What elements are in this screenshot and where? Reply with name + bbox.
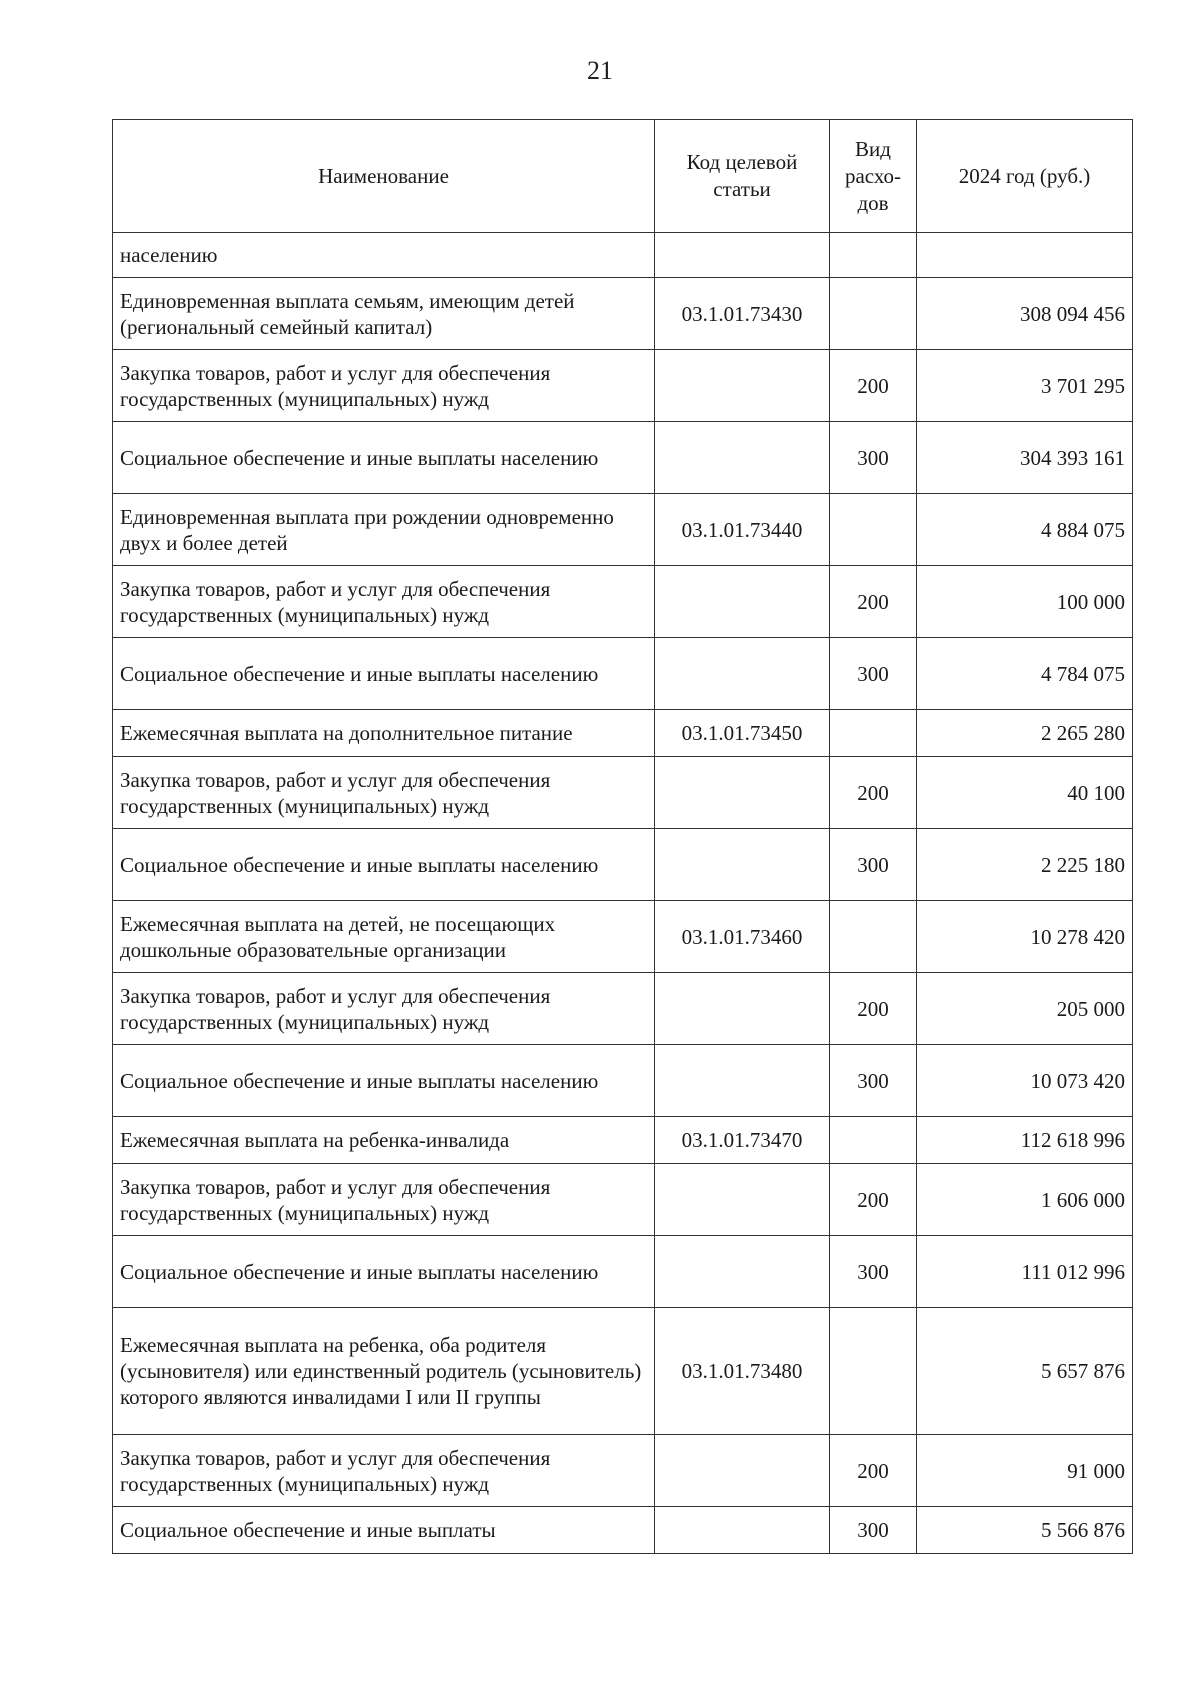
- row-code: [655, 1435, 830, 1507]
- row-name: Социальное обеспечение и иные выплаты населению: [113, 1236, 655, 1308]
- table-row: [113, 494, 1133, 566]
- table-row: [113, 757, 1133, 829]
- row-sum: 111 012 996: [917, 1236, 1133, 1308]
- row-name: населению: [113, 233, 655, 278]
- row-sum: 5 657 876: [917, 1308, 1133, 1435]
- table-row: [113, 638, 1133, 710]
- row-sum: 3 701 295: [917, 350, 1133, 422]
- row-sum: 112 618 996: [917, 1117, 1133, 1164]
- row-code: [655, 350, 830, 422]
- row-code: 03.1.01.73440: [655, 494, 830, 566]
- row-code: [655, 757, 830, 829]
- table-row: [113, 1045, 1133, 1117]
- row-sum: 40 100: [917, 757, 1133, 829]
- row-sum: 5 566 876: [917, 1507, 1133, 1554]
- table-row: [113, 829, 1133, 901]
- row-kind: [830, 710, 917, 757]
- row-name: Закупка товаров, работ и услуг для обеспечения государственных (муниципальных) нужд: [113, 973, 655, 1045]
- table-row: [113, 278, 1133, 350]
- row-name: Закупка товаров, работ и услуг для обеспечения государственных (муниципальных) нужд: [113, 566, 655, 638]
- row-sum: 10 278 420: [917, 901, 1133, 973]
- row-sum: 308 094 456: [917, 278, 1133, 350]
- page-number: 21: [587, 56, 613, 85]
- header-kind: Вид расхо-дов: [830, 120, 917, 233]
- row-kind: [830, 1308, 917, 1435]
- row-code: [655, 973, 830, 1045]
- row-code: 03.1.01.73460: [655, 901, 830, 973]
- table-row: [113, 1117, 1133, 1164]
- row-name: Единовременная выплата семьям, имеющим детей (региональный семейный капитал): [113, 278, 655, 350]
- row-sum: 2 265 280: [917, 710, 1133, 757]
- row-kind: 200: [830, 757, 917, 829]
- row-name: Единовременная выплата при рождении одновременно двух и более детей: [113, 494, 655, 566]
- row-sum: 304 393 161: [917, 422, 1133, 494]
- table-row: [113, 973, 1133, 1045]
- table-row: [113, 1164, 1133, 1236]
- row-kind: 300: [830, 829, 917, 901]
- row-code: 03.1.01.73470: [655, 1117, 830, 1164]
- row-kind: 300: [830, 1236, 917, 1308]
- row-name: Социальное обеспечение и иные выплаты населению: [113, 1045, 655, 1117]
- row-code: [655, 566, 830, 638]
- table-row: [113, 1435, 1133, 1507]
- row-name: Социальное обеспечение и иные выплаты населению: [113, 829, 655, 901]
- row-sum: 100 000: [917, 566, 1133, 638]
- row-sum: 10 073 420: [917, 1045, 1133, 1117]
- row-sum: 91 000: [917, 1435, 1133, 1507]
- row-sum: 2 225 180: [917, 829, 1133, 901]
- row-name: Социальное обеспечение и иные выплаты: [113, 1507, 655, 1554]
- row-sum: 4 784 075: [917, 638, 1133, 710]
- header-name: Наименование: [113, 120, 655, 233]
- table-row: [113, 422, 1133, 494]
- row-code: 03.1.01.73480: [655, 1308, 830, 1435]
- row-name: Социальное обеспечение и иные выплаты населению: [113, 422, 655, 494]
- row-code: [655, 422, 830, 494]
- row-sum: 4 884 075: [917, 494, 1133, 566]
- row-kind: 200: [830, 1164, 917, 1236]
- table-row: [113, 1507, 1133, 1554]
- row-kind: 200: [830, 1435, 917, 1507]
- row-name: Социальное обеспечение и иные выплаты населению: [113, 638, 655, 710]
- row-kind: [830, 278, 917, 350]
- row-kind: 200: [830, 973, 917, 1045]
- row-sum: [917, 233, 1133, 278]
- row-kind: 200: [830, 566, 917, 638]
- table-row: [113, 233, 1133, 278]
- row-code: [655, 638, 830, 710]
- row-name: Закупка товаров, работ и услуг для обеспечения государственных (муниципальных) нужд: [113, 757, 655, 829]
- row-kind: 300: [830, 422, 917, 494]
- table-header-row: [113, 120, 1133, 233]
- row-code: 03.1.01.73450: [655, 710, 830, 757]
- table-row: [113, 566, 1133, 638]
- row-kind: 300: [830, 638, 917, 710]
- row-name: Закупка товаров, работ и услуг для обеспечения государственных (муниципальных) нужд: [113, 1164, 655, 1236]
- row-code: [655, 1507, 830, 1554]
- row-name: Ежемесячная выплата на ребенка, оба родителя (усыновителя) или единственный родитель (усыновитель) которого являются инвалидами I или II группы: [113, 1308, 655, 1435]
- row-name: Ежемесячная выплата на детей, не посещающих дошкольные образовательные организации: [113, 901, 655, 973]
- row-code: [655, 1236, 830, 1308]
- row-sum: 1 606 000: [917, 1164, 1133, 1236]
- row-sum: 205 000: [917, 973, 1133, 1045]
- row-name: Ежемесячная выплата на ребенка-инвалида: [113, 1117, 655, 1164]
- row-kind: 300: [830, 1045, 917, 1117]
- row-code: [655, 1164, 830, 1236]
- table-row: [113, 350, 1133, 422]
- header-sum: 2024 год (руб.): [917, 120, 1133, 233]
- row-kind: [830, 901, 917, 973]
- table-row: [113, 710, 1133, 757]
- header-code: Код целевой статьи: [655, 120, 830, 233]
- row-kind: 300: [830, 1507, 917, 1554]
- row-kind: [830, 233, 917, 278]
- row-code: [655, 829, 830, 901]
- row-name: Закупка товаров, работ и услуг для обеспечения государственных (муниципальных) нужд: [113, 350, 655, 422]
- row-kind: [830, 494, 917, 566]
- budget-table: [112, 119, 1133, 1554]
- table-row: [113, 1236, 1133, 1308]
- row-code: [655, 1045, 830, 1117]
- table-row: [113, 1308, 1133, 1435]
- row-name: Закупка товаров, работ и услуг для обеспечения государственных (муниципальных) нужд: [113, 1435, 655, 1507]
- row-kind: 200: [830, 350, 917, 422]
- table-row: [113, 901, 1133, 973]
- row-code: [655, 233, 830, 278]
- row-kind: [830, 1117, 917, 1164]
- row-name: Ежемесячная выплата на дополнительное питание: [113, 710, 655, 757]
- row-code: 03.1.01.73430: [655, 278, 830, 350]
